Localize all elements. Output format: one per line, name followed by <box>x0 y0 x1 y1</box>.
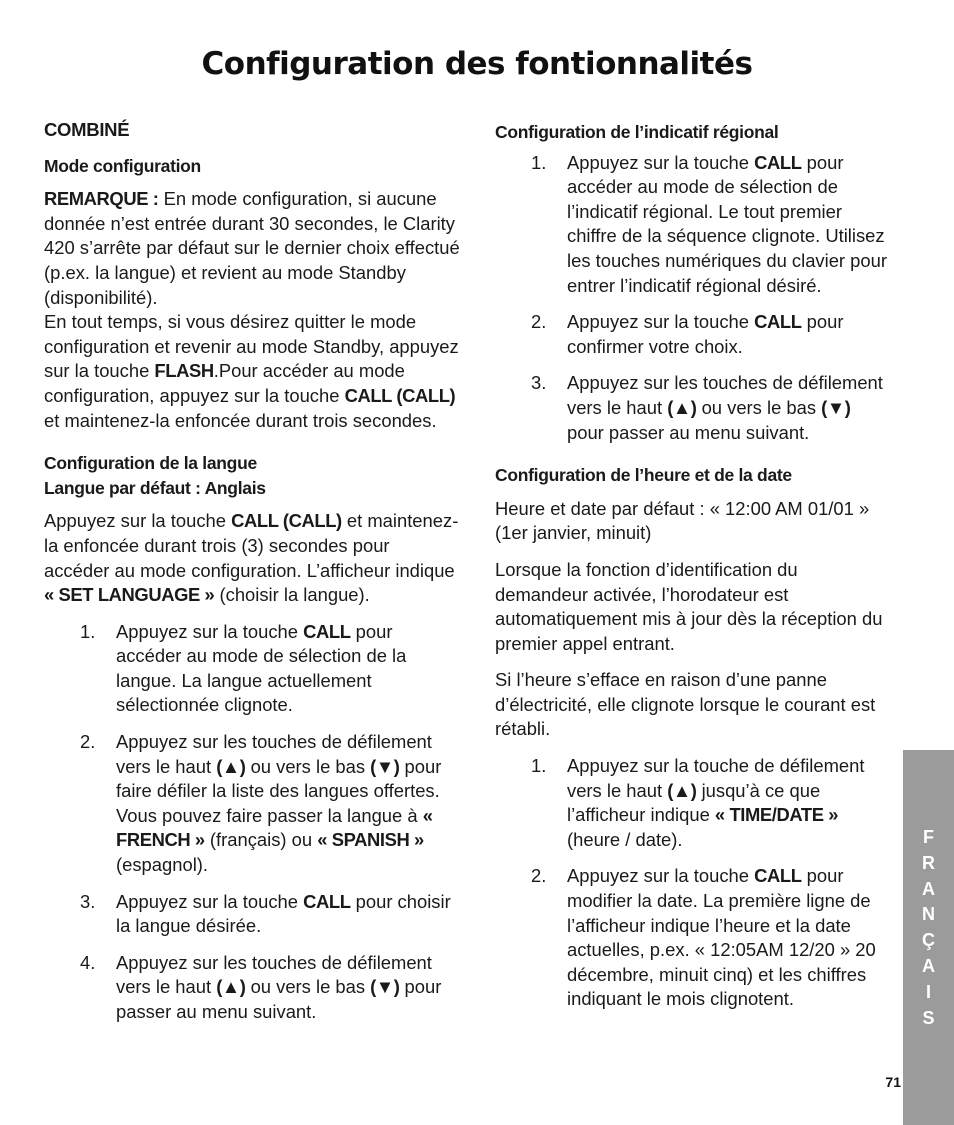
time-default: Heure et date par défaut : « 12:00 AM 01/01 » (1er janvier, minuit) <box>495 497 870 544</box>
step-text: pour accéder au mode de sélection de l’indicatif régional. Le tout premier chiffre de la séquence clignote. Utilisez les touches numériques du clavier pour entrer l’indicatif régional désiré. <box>567 151 887 296</box>
step-text: (heure / date). <box>567 828 683 850</box>
step-text: (français) ou <box>204 829 318 851</box>
step-number: 1. <box>531 755 547 777</box>
down-arrow-icon: (▼) <box>821 396 851 418</box>
remark-label: REMARQUE : <box>44 188 159 210</box>
step-number: 1. <box>531 151 547 173</box>
list-item <box>44 890 460 939</box>
list-item <box>495 754 887 852</box>
up-arrow-icon: (▲) <box>216 755 246 777</box>
step-number: 2. <box>531 311 547 333</box>
step-text: pour confirmer votre choix. <box>567 311 844 357</box>
language-intro <box>44 509 460 607</box>
step-text: Appuyez sur la touche <box>116 890 304 912</box>
display-time-date: « TIME/DATE » <box>714 804 839 826</box>
key-flash: FLASH <box>154 360 214 382</box>
list-item <box>495 310 887 359</box>
step-text: pour choisir la langue désirée. <box>116 890 451 937</box>
remark-text: En mode configuration, si aucune donnée n’est entrée durant 30 secondes, le Clarity 420 s’arrête par défaut sur le dernier choix effectué (p.ex. la langue) et revient au mode Standby (disponibilité). <box>44 188 460 308</box>
heading-language-default: Langue par défaut : Anglais <box>44 477 266 498</box>
step-number: 4. <box>80 951 96 973</box>
time-steps <box>495 754 887 1012</box>
step-text: ou vers le bas <box>245 976 371 998</box>
quit-text-1: En tout temps, si vous désirez quitter le mode configuration et revenir au mode Standby, appuyez sur la touche <box>44 311 459 382</box>
step-text: pour passer au menu suivant. <box>116 976 442 1022</box>
key-call: CALL <box>754 311 802 333</box>
area-code-steps <box>495 151 887 446</box>
language-tab <box>903 750 954 1125</box>
step-text: ou vers le bas <box>245 755 371 777</box>
key-call: CALL <box>303 890 351 912</box>
heading-language <box>44 451 460 500</box>
step-number: 1. <box>80 620 96 642</box>
page-title: Configuration des fontionnalités <box>201 46 753 82</box>
step-number: 2. <box>531 865 547 887</box>
heading-language-config: Configuration de la langue <box>44 453 257 474</box>
section-heading-combine: COMBINÉ <box>44 119 130 140</box>
tab-letter: F <box>923 827 934 847</box>
tab-letter: S <box>922 1007 935 1028</box>
heading-time-date: Configuration de l’heure et de la date <box>495 465 792 486</box>
step-number: 3. <box>80 890 96 912</box>
list-item <box>44 620 460 718</box>
step-number: 2. <box>80 731 96 753</box>
step-number: 3. <box>531 372 547 394</box>
step-text: pour passer au menu suivant. <box>567 421 810 443</box>
option-french: « FRENCH » <box>116 804 433 851</box>
right-column <box>495 118 887 1024</box>
step-text: Appuyez sur la touche <box>116 620 304 642</box>
tab-letter: A <box>922 955 935 976</box>
tab-letter: R <box>922 852 935 873</box>
key-call: CALL <box>303 620 351 642</box>
step-text: Appuyez sur la touche <box>567 151 755 173</box>
left-column <box>44 118 460 1037</box>
step-text: Appuyez sur la touche de défilement vers le haut <box>567 755 865 801</box>
quit-text-2: .Pour accéder au mode configuration, appuyez sur la touche <box>44 360 405 406</box>
step-text: Appuyez sur la touche <box>567 865 755 887</box>
lang-intro-text-2: et maintenez-la enfoncée durant trois (3) secondes pour accéder au mode configuration. L’afficheur indique <box>44 510 459 581</box>
key-call: CALL (CALL) <box>344 384 456 406</box>
option-spanish: « SPANISH » <box>317 829 424 851</box>
list-item <box>495 371 887 445</box>
caller-id-paragraph: Lorsque la fonction d’identification du demandeur activée, l’horodateur est automatiquement mis à jour dès la réception du premier appel entrant. <box>495 558 883 654</box>
tab-letter: N <box>922 904 935 925</box>
list-item <box>44 730 460 878</box>
list-item <box>495 864 887 1012</box>
key-call: CALL <box>754 151 802 173</box>
page-number: 71 <box>885 1074 901 1090</box>
list-item <box>495 151 887 299</box>
lang-intro-text-3: (choisir la langue). <box>214 584 370 606</box>
list-item <box>44 951 460 1025</box>
step-text: pour modifier la date. La première ligne de l’afficheur indique l’heure et la date actuelles, p.ex. « 12:05AM 12/20 » 20 décembre, minuit cinq) et les chiffres indiquant le mois clignotent. <box>567 865 876 1010</box>
key-call: CALL <box>754 865 802 887</box>
step-text: Appuyez sur la touche <box>567 311 755 333</box>
heading-mode-configuration: Mode configuration <box>44 155 201 176</box>
step-text: ou vers le bas <box>696 396 822 418</box>
step-text: Appuyez sur les touches de défilement vers le haut <box>116 731 432 777</box>
quit-paragraph <box>44 310 460 433</box>
display-set-language: « SET LANGUAGE » <box>44 584 215 606</box>
language-tab-letters <box>903 825 954 1031</box>
heading-area-code: Configuration de l’indicatif régional <box>495 122 779 142</box>
step-text: Appuyez sur les touches de défilement vers le haut <box>567 372 883 418</box>
remark-paragraph <box>44 187 460 310</box>
power-failure-paragraph: Si l’heure s’efface en raison d’une panne d’électricité, elle clignote lorsque le courant est rétabli. <box>495 669 876 740</box>
tab-letter: Ç <box>922 930 935 951</box>
tab-letter: I <box>925 981 931 1002</box>
down-arrow-icon: (▼) <box>370 976 400 998</box>
lang-intro-text-1: Appuyez sur la touche <box>44 510 232 532</box>
quit-text-3: et maintenez-la enfoncée durant trois secondes. <box>44 409 437 431</box>
up-arrow-icon: (▲) <box>667 396 697 418</box>
step-text: pour faire défiler la liste des langues offertes. Vous pouvez faire passer la langue à <box>116 755 442 826</box>
step-text: jusqu’à ce que l’afficheur indique <box>567 779 821 826</box>
key-call: CALL (CALL) <box>231 510 342 532</box>
step-text: Appuyez sur les touches de défilement vers le haut <box>116 951 432 998</box>
tab-letter: A <box>922 878 935 899</box>
step-text: pour accéder au mode de sélection de la langue. La langue actuellement sélectionnée clignote. <box>116 620 407 716</box>
language-steps <box>44 620 460 1025</box>
up-arrow-icon: (▲) <box>216 976 246 998</box>
step-text: (espagnol). <box>116 854 209 876</box>
up-arrow-icon: (▲) <box>667 779 697 801</box>
down-arrow-icon: (▼) <box>370 755 400 777</box>
